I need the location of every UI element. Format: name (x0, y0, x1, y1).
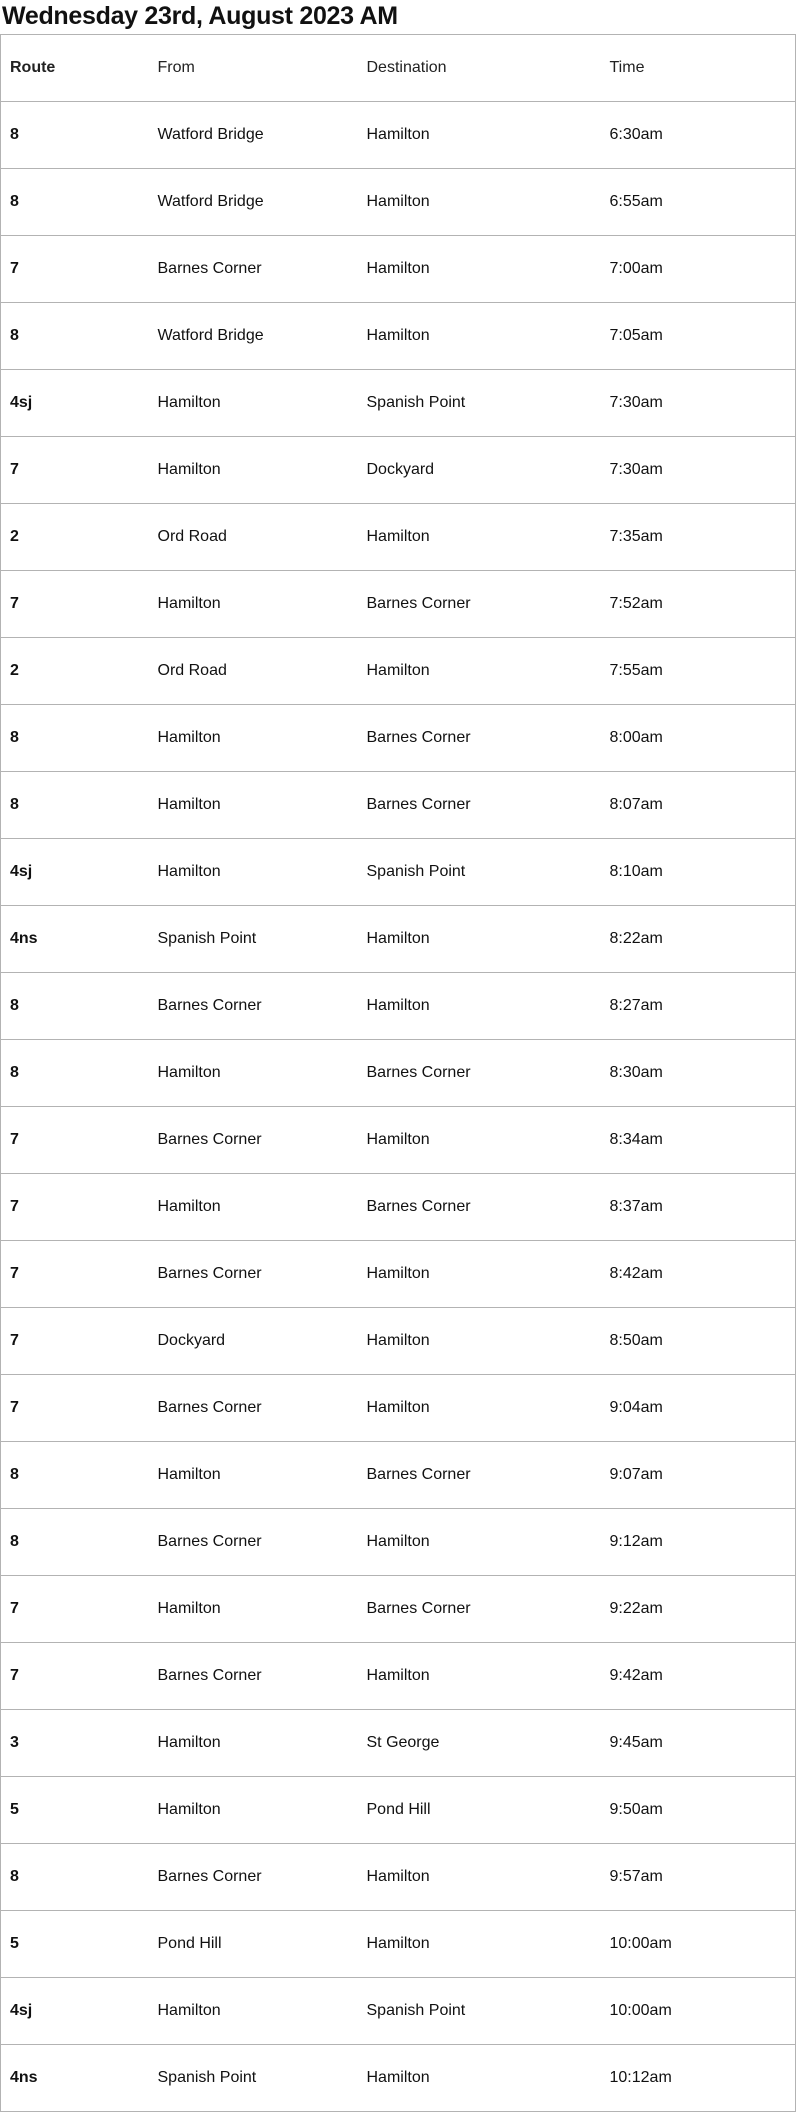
from-cell: Watford Bridge (149, 169, 358, 236)
table-row (1, 1442, 796, 1509)
time-cell: 7:00am (601, 236, 796, 303)
from-cell: Barnes Corner (149, 973, 358, 1040)
time-cell: 8:42am (601, 1241, 796, 1308)
time-cell: 6:30am (601, 102, 796, 169)
table-row (1, 1241, 796, 1308)
table-row (1, 303, 796, 370)
table-row (1, 437, 796, 504)
destination-cell: Barnes Corner (358, 1040, 601, 1107)
route-cell: 4ns (1, 2045, 149, 2112)
destination-cell: Hamilton (358, 1509, 601, 1576)
time-cell: 8:50am (601, 1308, 796, 1375)
time-cell: 8:37am (601, 1174, 796, 1241)
time-cell: 6:55am (601, 169, 796, 236)
destination-cell: Hamilton (358, 504, 601, 571)
destination-cell: Hamilton (358, 1643, 601, 1710)
time-cell: 9:22am (601, 1576, 796, 1643)
time-cell: 10:00am (601, 1978, 796, 2045)
from-cell: Hamilton (149, 1978, 358, 2045)
from-cell: Barnes Corner (149, 1375, 358, 1442)
route-cell: 7 (1, 1107, 149, 1174)
table-row (1, 571, 796, 638)
table-row (1, 1844, 796, 1911)
time-cell: 8:10am (601, 839, 796, 906)
destination-cell: Hamilton (358, 1308, 601, 1375)
route-cell: 7 (1, 236, 149, 303)
route-cell: 7 (1, 1174, 149, 1241)
route-cell: 4sj (1, 370, 149, 437)
route-cell: 8 (1, 705, 149, 772)
from-cell: Barnes Corner (149, 236, 358, 303)
time-cell: 7:30am (601, 437, 796, 504)
from-cell: Spanish Point (149, 2045, 358, 2112)
table-row (1, 2045, 796, 2112)
destination-cell: Barnes Corner (358, 772, 601, 839)
from-cell: Hamilton (149, 772, 358, 839)
time-cell: 9:45am (601, 1710, 796, 1777)
destination-cell: Hamilton (358, 1241, 601, 1308)
from-cell: Spanish Point (149, 906, 358, 973)
time-cell: 9:12am (601, 1509, 796, 1576)
time-cell: 9:42am (601, 1643, 796, 1710)
destination-cell: Hamilton (358, 236, 601, 303)
destination-cell: Hamilton (358, 303, 601, 370)
time-cell: 8:30am (601, 1040, 796, 1107)
table-header (1, 35, 796, 102)
time-cell: 10:00am (601, 1911, 796, 1978)
from-cell: Barnes Corner (149, 1241, 358, 1308)
route-cell: 8 (1, 1442, 149, 1509)
destination-cell: Hamilton (358, 638, 601, 705)
table-row (1, 973, 796, 1040)
route-cell: 7 (1, 437, 149, 504)
table-row (1, 839, 796, 906)
table-row (1, 772, 796, 839)
from-cell: Dockyard (149, 1308, 358, 1375)
route-cell: 7 (1, 1241, 149, 1308)
route-cell: 8 (1, 772, 149, 839)
destination-cell: Spanish Point (358, 1978, 601, 2045)
time-cell: 9:04am (601, 1375, 796, 1442)
route-cell: 8 (1, 169, 149, 236)
route-cell: 7 (1, 1576, 149, 1643)
from-cell: Hamilton (149, 1174, 358, 1241)
route-cell: 4sj (1, 1978, 149, 2045)
time-cell: 7:55am (601, 638, 796, 705)
destination-cell: Hamilton (358, 1911, 601, 1978)
table-row (1, 1174, 796, 1241)
from-cell: Ord Road (149, 638, 358, 705)
route-cell: 4sj (1, 839, 149, 906)
table-row (1, 1375, 796, 1442)
table-row (1, 1509, 796, 1576)
route-cell: 7 (1, 1308, 149, 1375)
time-cell: 7:30am (601, 370, 796, 437)
column-header-route: Route (1, 35, 149, 102)
time-cell: 7:52am (601, 571, 796, 638)
destination-cell: Barnes Corner (358, 1576, 601, 1643)
table-row (1, 236, 796, 303)
time-cell: 8:34am (601, 1107, 796, 1174)
from-cell: Ord Road (149, 504, 358, 571)
time-cell: 9:50am (601, 1777, 796, 1844)
table-row (1, 1107, 796, 1174)
from-cell: Hamilton (149, 1442, 358, 1509)
route-cell: 8 (1, 102, 149, 169)
route-cell: 2 (1, 638, 149, 705)
table-row (1, 169, 796, 236)
from-cell: Barnes Corner (149, 1643, 358, 1710)
table-row (1, 1710, 796, 1777)
from-cell: Hamilton (149, 571, 358, 638)
route-cell: 8 (1, 973, 149, 1040)
table-body (1, 102, 796, 2112)
from-cell: Hamilton (149, 437, 358, 504)
table-row (1, 1643, 796, 1710)
time-cell: 10:12am (601, 2045, 796, 2112)
from-cell: Hamilton (149, 839, 358, 906)
route-cell: 4ns (1, 906, 149, 973)
destination-cell: Hamilton (358, 2045, 601, 2112)
from-cell: Hamilton (149, 1710, 358, 1777)
from-cell: Hamilton (149, 1040, 358, 1107)
route-cell: 2 (1, 504, 149, 571)
table-row (1, 906, 796, 973)
table-row (1, 1308, 796, 1375)
time-cell: 9:57am (601, 1844, 796, 1911)
table-row (1, 1777, 796, 1844)
from-cell: Barnes Corner (149, 1107, 358, 1174)
destination-cell: Hamilton (358, 906, 601, 973)
route-cell: 7 (1, 571, 149, 638)
destination-cell: Barnes Corner (358, 571, 601, 638)
destination-cell: Spanish Point (358, 839, 601, 906)
table-row (1, 370, 796, 437)
destination-cell: Spanish Point (358, 370, 601, 437)
from-cell: Hamilton (149, 705, 358, 772)
destination-cell: Hamilton (358, 102, 601, 169)
time-cell: 7:35am (601, 504, 796, 571)
column-header-time: Time (601, 35, 796, 102)
destination-cell: Hamilton (358, 1844, 601, 1911)
destination-cell: Barnes Corner (358, 1442, 601, 1509)
time-cell: 7:05am (601, 303, 796, 370)
column-header-from: From (149, 35, 358, 102)
table-row (1, 638, 796, 705)
route-cell: 3 (1, 1710, 149, 1777)
destination-cell: Pond Hill (358, 1777, 601, 1844)
destination-cell: Hamilton (358, 973, 601, 1040)
destination-cell: Hamilton (358, 1375, 601, 1442)
destination-cell: Barnes Corner (358, 1174, 601, 1241)
route-cell: 8 (1, 303, 149, 370)
destination-cell: Barnes Corner (358, 705, 601, 772)
table-row (1, 1040, 796, 1107)
route-cell: 7 (1, 1643, 149, 1710)
table-row (1, 1911, 796, 1978)
table-row (1, 102, 796, 169)
route-cell: 8 (1, 1509, 149, 1576)
route-cell: 7 (1, 1375, 149, 1442)
from-cell: Pond Hill (149, 1911, 358, 1978)
destination-cell: Hamilton (358, 1107, 601, 1174)
from-cell: Barnes Corner (149, 1509, 358, 1576)
from-cell: Hamilton (149, 1576, 358, 1643)
from-cell: Hamilton (149, 1777, 358, 1844)
destination-cell: St George (358, 1710, 601, 1777)
bus-schedule-table (0, 34, 796, 2112)
time-cell: 8:22am (601, 906, 796, 973)
route-cell: 5 (1, 1911, 149, 1978)
destination-cell: Hamilton (358, 169, 601, 236)
page-title: Wednesday 23rd, August 2023 AM (2, 2, 398, 30)
from-cell: Hamilton (149, 370, 358, 437)
table-row (1, 1978, 796, 2045)
time-cell: 8:00am (601, 705, 796, 772)
destination-cell: Dockyard (358, 437, 601, 504)
route-cell: 5 (1, 1777, 149, 1844)
time-cell: 8:27am (601, 973, 796, 1040)
from-cell: Barnes Corner (149, 1844, 358, 1911)
table-row (1, 705, 796, 772)
from-cell: Watford Bridge (149, 102, 358, 169)
time-cell: 8:07am (601, 772, 796, 839)
route-cell: 8 (1, 1844, 149, 1911)
time-cell: 9:07am (601, 1442, 796, 1509)
table-row (1, 504, 796, 571)
route-cell: 8 (1, 1040, 149, 1107)
column-header-destination: Destination (358, 35, 601, 102)
header-row (1, 35, 796, 102)
table-row (1, 1576, 796, 1643)
from-cell: Watford Bridge (149, 303, 358, 370)
